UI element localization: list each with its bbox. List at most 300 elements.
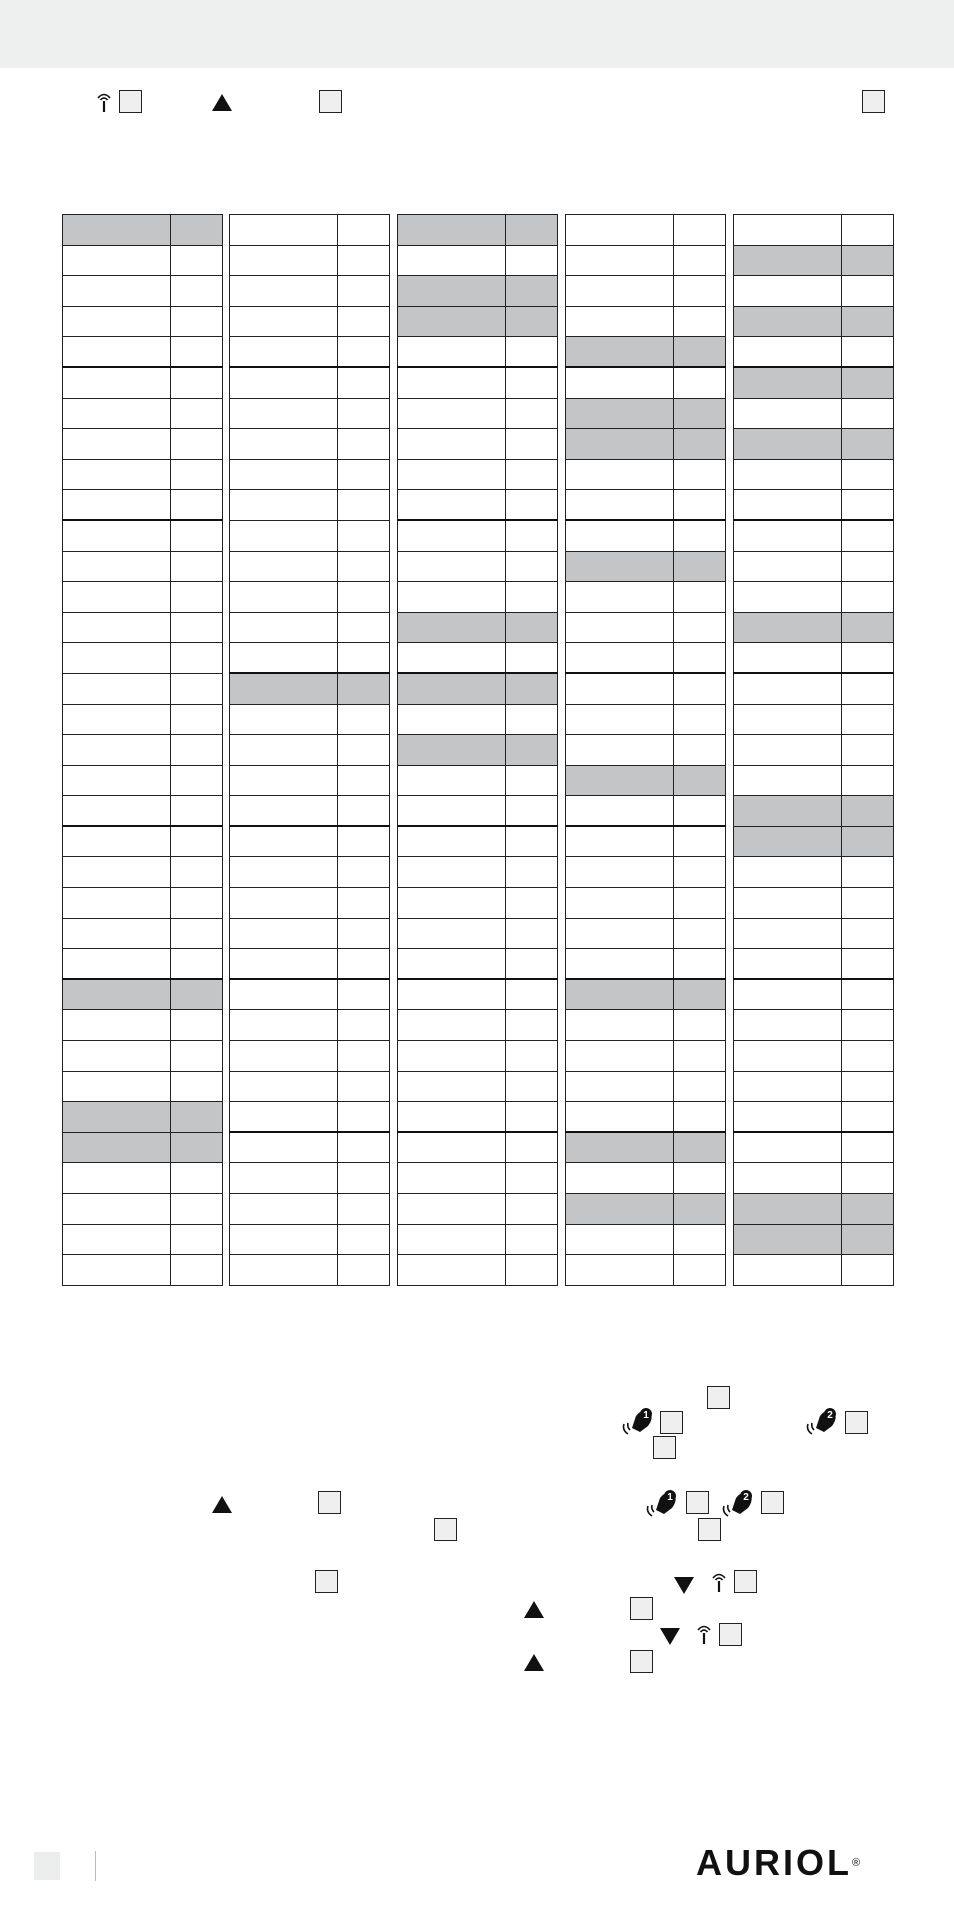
table-cell-value	[842, 215, 894, 246]
table-cell-value	[171, 582, 223, 613]
table-row	[734, 276, 894, 307]
table-cell-label	[230, 826, 338, 857]
table-cell-label	[230, 796, 338, 827]
table-cell-label	[230, 1041, 338, 1072]
table-row	[734, 949, 894, 980]
table-row	[566, 643, 726, 674]
table-cell-label	[230, 245, 338, 276]
table-row	[63, 857, 223, 888]
table-cell-value	[171, 735, 223, 766]
table-cell-label	[566, 765, 674, 796]
table-row	[63, 1132, 223, 1163]
table-cell-label	[63, 215, 171, 246]
svg-text:2: 2	[743, 1492, 749, 1503]
table-cell-value	[842, 245, 894, 276]
table-cell-value	[506, 490, 558, 521]
table-cell-value	[338, 367, 390, 398]
table-row	[398, 796, 558, 827]
table-cell-value	[338, 735, 390, 766]
table-cell-label	[566, 490, 674, 521]
table-row	[63, 765, 223, 796]
table-row	[230, 888, 390, 919]
table-cell-label	[230, 704, 338, 735]
table-row	[63, 1010, 223, 1041]
table-cell-label	[734, 826, 842, 857]
table-cell-value	[842, 337, 894, 368]
table-row	[398, 551, 558, 582]
table-cell-label	[63, 949, 171, 980]
table-cell-label	[398, 215, 506, 246]
reference-box	[630, 1597, 653, 1620]
table-cell-label	[734, 1102, 842, 1133]
table-row	[566, 888, 726, 919]
table-row	[734, 306, 894, 337]
table-cell-value	[674, 643, 726, 674]
registered-mark: ®	[852, 1857, 861, 1869]
table-row	[734, 245, 894, 276]
table-cell-value	[674, 979, 726, 1010]
reference-box	[707, 1386, 730, 1409]
table-cell-label	[230, 1224, 338, 1255]
table-cell-label	[398, 337, 506, 368]
table-cell-label	[63, 918, 171, 949]
table-cell-label	[566, 1163, 674, 1194]
table-cell-label	[398, 612, 506, 643]
table-row	[734, 612, 894, 643]
table-2	[229, 214, 390, 1286]
table-cell-label	[230, 551, 338, 582]
table-row	[63, 337, 223, 368]
table-cell-value	[842, 949, 894, 980]
table-cell-value	[842, 490, 894, 521]
table-row	[63, 306, 223, 337]
table-row	[230, 979, 390, 1010]
table-cell-value	[171, 704, 223, 735]
table-row	[566, 490, 726, 521]
table-row	[398, 276, 558, 307]
table-row	[230, 765, 390, 796]
reference-box	[719, 1623, 742, 1646]
table-row	[63, 949, 223, 980]
table-cell-label	[398, 582, 506, 613]
table-row	[734, 1255, 894, 1286]
table-cell-label	[734, 918, 842, 949]
table-cell-label	[566, 857, 674, 888]
table-cell-label	[230, 643, 338, 674]
table-row	[230, 215, 390, 246]
table-row	[734, 1102, 894, 1133]
table-row	[230, 643, 390, 674]
table-cell-value	[506, 1163, 558, 1194]
table-cell-label	[734, 796, 842, 827]
table-row	[230, 949, 390, 980]
table-row	[63, 796, 223, 827]
table-cell-value	[171, 796, 223, 827]
table-cell-label	[63, 735, 171, 766]
table-cell-value	[506, 673, 558, 704]
table-cell-value	[171, 949, 223, 980]
table-cell-value	[842, 367, 894, 398]
table-cell-value	[842, 582, 894, 613]
table-cell-value	[674, 276, 726, 307]
table-cell-value	[506, 796, 558, 827]
table-row	[398, 857, 558, 888]
table-cell-value	[674, 398, 726, 429]
table-cell-label	[230, 735, 338, 766]
svg-text:2: 2	[827, 1410, 833, 1421]
table-cell-label	[566, 949, 674, 980]
table-cell-label	[63, 1041, 171, 1072]
table-cell-label	[566, 245, 674, 276]
table-row	[63, 826, 223, 857]
table-cell-value	[506, 704, 558, 735]
table-row	[398, 1224, 558, 1255]
table-cell-value	[506, 582, 558, 613]
table-cell-label	[566, 918, 674, 949]
table-cell-value	[674, 1163, 726, 1194]
table-row	[734, 918, 894, 949]
table-row	[63, 612, 223, 643]
table-cell-label	[63, 826, 171, 857]
table-cell-label	[398, 490, 506, 521]
table-cell-label	[230, 490, 338, 521]
table-cell-label	[398, 1102, 506, 1133]
table-row	[734, 215, 894, 246]
table-row	[398, 1010, 558, 1041]
table-cell-value	[842, 857, 894, 888]
table-row	[63, 1255, 223, 1286]
table-cell-label	[734, 857, 842, 888]
table-row	[398, 826, 558, 857]
table-cell-label	[230, 459, 338, 490]
table-cell-value	[171, 1102, 223, 1133]
table-cell-value	[506, 276, 558, 307]
table-cell-label	[63, 673, 171, 704]
divider	[95, 1851, 96, 1881]
table-cell-value	[506, 1255, 558, 1286]
reference-box	[318, 1491, 341, 1514]
table-row	[230, 673, 390, 704]
table-cell-label	[398, 888, 506, 919]
table-cell-value	[338, 459, 390, 490]
table-row	[63, 367, 223, 398]
table-row	[734, 582, 894, 613]
table-row	[734, 429, 894, 460]
table-row	[566, 826, 726, 857]
table-cell-value	[171, 1163, 223, 1194]
table-row	[230, 398, 390, 429]
table-cell-value	[338, 1010, 390, 1041]
table-cell-label	[230, 1163, 338, 1194]
table-cell-label	[398, 673, 506, 704]
alarm-bell-1-icon	[644, 1488, 682, 1518]
table-row	[63, 490, 223, 521]
table-cell-value	[842, 520, 894, 551]
table-cell-value	[842, 979, 894, 1010]
table-cell-label	[63, 979, 171, 1010]
table-row	[398, 888, 558, 919]
table-cell-value	[338, 582, 390, 613]
table-cell-value	[338, 276, 390, 307]
table-cell-value	[842, 306, 894, 337]
table-row	[63, 1102, 223, 1133]
table-cell-label	[734, 276, 842, 307]
table-row	[566, 1071, 726, 1102]
table-row	[734, 459, 894, 490]
reference-box	[686, 1491, 709, 1514]
table-row	[566, 582, 726, 613]
table-cell-value	[338, 888, 390, 919]
table-row	[63, 918, 223, 949]
table-cell-label	[398, 1010, 506, 1041]
table-cell-value	[506, 735, 558, 766]
table-row	[230, 459, 390, 490]
table-cell-label	[63, 643, 171, 674]
table-cell-label	[398, 643, 506, 674]
table-row	[734, 1071, 894, 1102]
table-cell-label	[398, 367, 506, 398]
table-cell-value	[338, 520, 390, 551]
table-cell-label	[734, 490, 842, 521]
table-cell-value	[842, 765, 894, 796]
table-cell-value	[506, 215, 558, 246]
table-row	[63, 673, 223, 704]
table-row	[566, 1132, 726, 1163]
table-cell-label	[63, 551, 171, 582]
table-cell-value	[171, 551, 223, 582]
reference-box	[734, 1570, 757, 1593]
table-cell-label	[566, 306, 674, 337]
reference-box	[434, 1518, 457, 1541]
table-cell-value	[506, 1041, 558, 1072]
table-cell-value	[842, 1224, 894, 1255]
alarm-bell-2-icon	[720, 1488, 758, 1518]
table-row	[63, 398, 223, 429]
table-cell-label	[734, 1132, 842, 1163]
table-row	[230, 520, 390, 551]
table-cell-label	[734, 306, 842, 337]
table-cell-label	[398, 1224, 506, 1255]
table-cell-label	[398, 796, 506, 827]
table-row	[230, 1194, 390, 1225]
table-cell-label	[566, 582, 674, 613]
table-cell-label	[566, 337, 674, 368]
table-cell-label	[230, 765, 338, 796]
table-cell-value	[506, 1224, 558, 1255]
table-row	[566, 704, 726, 735]
table-row	[398, 245, 558, 276]
table-row	[734, 490, 894, 521]
table-cell-value	[842, 1102, 894, 1133]
antenna-icon	[696, 1624, 712, 1644]
table-cell-label	[230, 673, 338, 704]
antenna-icon	[711, 1572, 727, 1592]
table-cell-value	[674, 1194, 726, 1225]
table-cell-value	[171, 306, 223, 337]
table-cell-label	[63, 1163, 171, 1194]
table-4	[565, 214, 726, 1286]
table-cell-label	[734, 612, 842, 643]
table-cell-value	[506, 429, 558, 460]
alarm-bell-2-icon	[804, 1406, 842, 1436]
table-cell-value	[338, 429, 390, 460]
table-cell-label	[398, 306, 506, 337]
table-cell-value	[842, 1071, 894, 1102]
table-cell-value	[338, 551, 390, 582]
table-cell-value	[674, 215, 726, 246]
table-row	[566, 1194, 726, 1225]
table-cell-label	[398, 1194, 506, 1225]
table-row	[398, 949, 558, 980]
table-cell-label	[398, 1163, 506, 1194]
table-cell-label	[566, 735, 674, 766]
table-cell-label	[566, 888, 674, 919]
table-row	[63, 979, 223, 1010]
reference-box	[653, 1436, 676, 1459]
table-cell-label	[566, 1255, 674, 1286]
table-cell-label	[398, 459, 506, 490]
table-cell-label	[566, 979, 674, 1010]
table-cell-value	[674, 582, 726, 613]
reference-box	[761, 1491, 784, 1514]
reference-box	[698, 1518, 721, 1541]
table-row	[230, 796, 390, 827]
table-cell-label	[230, 888, 338, 919]
table-row	[230, 612, 390, 643]
table-cell-value	[171, 826, 223, 857]
table-cell-label	[63, 796, 171, 827]
table-row	[398, 1255, 558, 1286]
table-row	[398, 367, 558, 398]
table-cell-value	[674, 459, 726, 490]
table-cell-label	[734, 337, 842, 368]
table-row	[398, 643, 558, 674]
table-row	[734, 643, 894, 674]
table-row	[398, 398, 558, 429]
table-cell-value	[506, 612, 558, 643]
table-cell-value	[171, 1224, 223, 1255]
table-row	[398, 520, 558, 551]
table-cell-label	[734, 888, 842, 919]
table-row	[398, 459, 558, 490]
table-cell-label	[398, 735, 506, 766]
table-cell-label	[734, 704, 842, 735]
table-row	[566, 765, 726, 796]
table-row	[734, 796, 894, 827]
table-row	[63, 643, 223, 674]
table-cell-value	[674, 245, 726, 276]
table-cell-value	[506, 1194, 558, 1225]
table-cell-label	[734, 673, 842, 704]
table-row	[566, 245, 726, 276]
table-cell-value	[171, 337, 223, 368]
table-cell-label	[734, 245, 842, 276]
table-cell-label	[230, 1255, 338, 1286]
table-row	[566, 1255, 726, 1286]
logo-text: AURIOL	[696, 1842, 852, 1883]
table-cell-label	[63, 1010, 171, 1041]
table-cell-value	[674, 337, 726, 368]
table-row	[734, 367, 894, 398]
table-cell-value	[338, 245, 390, 276]
table-cell-label	[63, 245, 171, 276]
table-cell-value	[674, 918, 726, 949]
table-cell-value	[506, 1102, 558, 1133]
table-row	[734, 1224, 894, 1255]
table-cell-label	[398, 1255, 506, 1286]
table-cell-value	[842, 643, 894, 674]
table-cell-label	[230, 276, 338, 307]
table-cell-value	[171, 1194, 223, 1225]
table-row	[398, 1102, 558, 1133]
table-row	[398, 918, 558, 949]
table-cell-value	[842, 276, 894, 307]
table-cell-label	[734, 429, 842, 460]
table-row	[63, 1163, 223, 1194]
table-cell-value	[171, 612, 223, 643]
table-cell-value	[338, 796, 390, 827]
table-cell-value	[674, 1132, 726, 1163]
table-cell-value	[338, 1041, 390, 1072]
table-cell-value	[506, 245, 558, 276]
table-row	[230, 1224, 390, 1255]
table-row	[566, 337, 726, 368]
table-cell-value	[506, 765, 558, 796]
table-row	[734, 337, 894, 368]
table-cell-label	[63, 1071, 171, 1102]
table-cell-value	[338, 215, 390, 246]
table-cell-value	[842, 796, 894, 827]
table-row	[734, 1010, 894, 1041]
table-cell-label	[734, 949, 842, 980]
table-cell-label	[398, 520, 506, 551]
table-cell-label	[63, 1224, 171, 1255]
table-cell-label	[566, 826, 674, 857]
table-cell-label	[398, 1041, 506, 1072]
table-cell-label	[566, 1010, 674, 1041]
arrow-down-icon	[674, 1577, 694, 1594]
table-cell-label	[230, 367, 338, 398]
table-row	[63, 520, 223, 551]
table-cell-value	[674, 520, 726, 551]
table-cell-label	[566, 520, 674, 551]
table-cell-label	[230, 1194, 338, 1225]
table-cell-value	[338, 918, 390, 949]
table-row	[734, 979, 894, 1010]
table-row	[566, 673, 726, 704]
table-row	[230, 1163, 390, 1194]
table-cell-label	[398, 949, 506, 980]
table-cell-label	[230, 1071, 338, 1102]
table-row	[734, 673, 894, 704]
table-cell-value	[506, 459, 558, 490]
table-cell-label	[63, 337, 171, 368]
table-row	[398, 1132, 558, 1163]
table-cell-label	[230, 949, 338, 980]
table-cell-label	[63, 857, 171, 888]
table-row	[230, 1041, 390, 1072]
table-cell-label	[63, 490, 171, 521]
table-cell-label	[63, 398, 171, 429]
table-row	[734, 1132, 894, 1163]
table-row	[398, 490, 558, 521]
table-cell-label	[63, 459, 171, 490]
table-cell-value	[674, 796, 726, 827]
table-cell-label	[734, 1041, 842, 1072]
table-5	[733, 214, 894, 1286]
table-cell-value	[338, 1224, 390, 1255]
table-row	[566, 949, 726, 980]
